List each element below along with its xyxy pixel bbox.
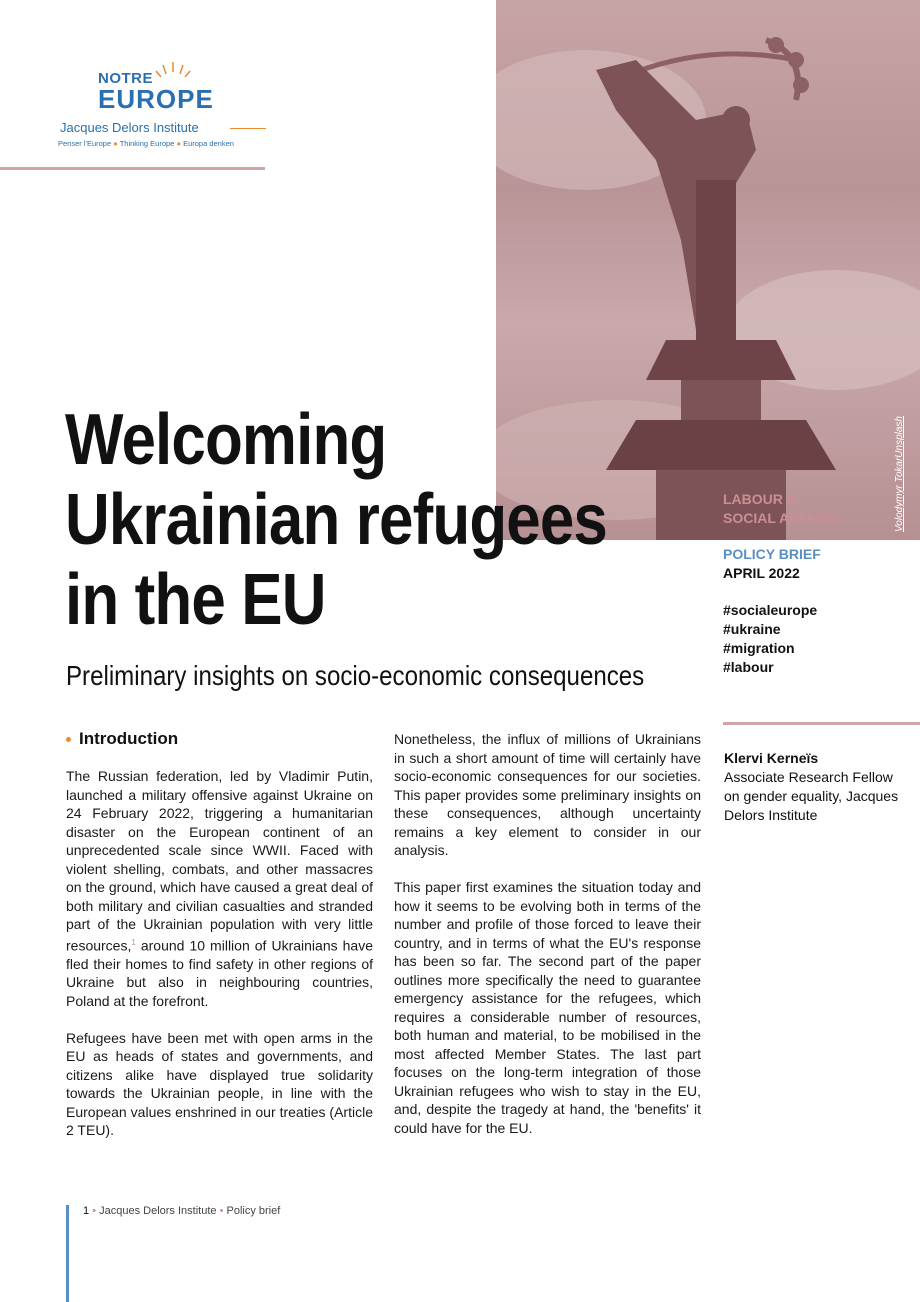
footnote-ref[interactable]: 1 <box>131 937 136 947</box>
body-column-2 <box>394 730 701 1156</box>
body-column-1 <box>66 767 373 1158</box>
paragraph: Refugees have been met with open arms in the EU as heads of states and governments, and citizens alike have displayed true solidarity towards the Ukrainian people, in line with the European values enshrined in our treaties (Article 2 TEU). <box>66 1029 373 1139</box>
logo-institute: Jacques Delors Institute <box>60 120 199 135</box>
logo-rule <box>230 128 266 129</box>
header-rule <box>0 167 265 170</box>
introduction-heading: Introduction <box>66 729 178 749</box>
publication-date: APRIL 2022 <box>723 565 800 581</box>
paragraph: The Russian federation, led by Vladimir Putin, launched a military offensive against Ukraine on 24 February 2022, triggering a humanitarian disaster on the European continent of an unprecedented scale since WWII. Faced with violent shelling, combats, and other massacres on the ground, which have caused a great deal of both military and civilian casualties and stranded part of the Ukrainian population with very little resources,$^1$ around 10 million of Ukrainians have fled their homes to find safety in other regions of Ukraine but also in neighbouring countries, Poland at the forefront. <box>66 768 373 1009</box>
category: LABOUR & SOCIAL AFFAIRS <box>723 491 839 526</box>
notre-europe-logo <box>58 60 273 155</box>
hashtags <box>723 601 817 677</box>
paragraph: This paper first examines the situation today and how it seems to be evolving both in terms of the number and profile of those forced to leave their country, and in terms of what the EU's response has been so far. The second part of the paper outlines more specifically the need to guarantee emergency assistance for the refugees, which requires a considerable number of resources, both human and material, to be mobilised in the most affected Member States. The last part focuses on the long-term integration of those Ukrainian refugees who wish to stay in the EU, and, despite the tragedy at hand, the 'benefits' it could have for the EU. <box>394 879 701 1136</box>
logo-notre: NOTRE <box>98 70 153 87</box>
page-number: 1 <box>83 1205 90 1217</box>
paragraph: Nonetheless, the influx of millions of Ukrainians in such a short amount of time will certainly have socio-economic consequences for our societies. This paper provides some preliminary insights on these consequences, although uncertainty remains a key element to consider in our analysis. <box>394 731 701 858</box>
page-subtitle: Preliminary insights on socio-economic consequences <box>66 660 645 691</box>
footer-bar <box>66 1205 69 1302</box>
logo-europe: EUROPE <box>98 84 214 114</box>
author-name: Klervi Kerneïs <box>724 750 819 766</box>
footer: 1 • Jacques Delors Institute • Policy brief <box>83 1205 281 1217</box>
author-block <box>724 749 904 825</box>
author-rule <box>723 722 920 725</box>
hashtag[interactable]: #ukraine <box>723 621 781 637</box>
photo-credit <box>874 300 920 540</box>
author-role: Associate Research Fellow on gender equality, Jacques Delors Institute <box>724 769 899 823</box>
hashtag[interactable]: #migration <box>723 640 795 656</box>
photo-author-link[interactable]: Volodymyr Tokar <box>894 457 905 532</box>
logo-tagline: Penser l'Europe ● Thinking Europe ● Europa denken <box>58 139 234 148</box>
hashtag[interactable]: #labour <box>723 659 774 675</box>
photo-source-link[interactable]: Unsplash <box>894 416 905 458</box>
hashtag[interactable]: #socialeurope <box>723 602 818 618</box>
document-type: POLICY BRIEF <box>723 546 821 562</box>
bullet-icon <box>66 737 71 742</box>
page-title: Welcoming Ukrainian refugees in the EU <box>65 400 608 640</box>
